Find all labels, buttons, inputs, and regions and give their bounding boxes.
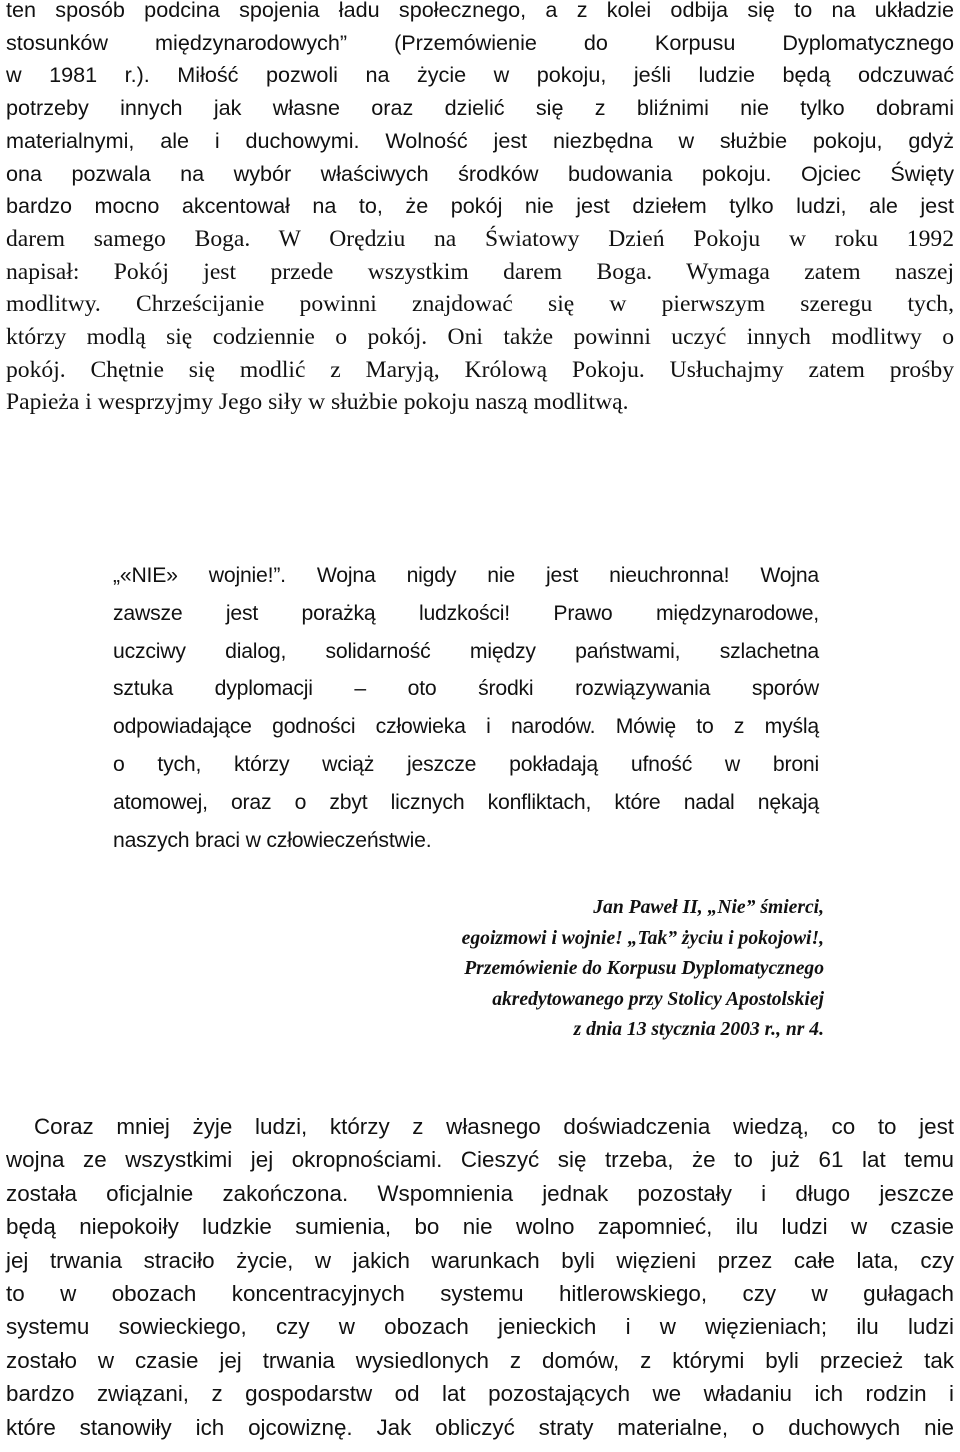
top-paragraph [6,0,954,419]
text-line: napisał: Pokój jest przede wszystkim darem Boga. Wymaga zatem naszej [6,258,954,285]
text-line: bardzo mocno akcentował na to, że pokój nie jest dziełem tylko ludzi, ale jest [6,193,954,219]
citation-line: Przemówienie do Korpusu Dyplomatycznego [464,958,824,980]
quote-line: o tych, którzy wciąż jeszcze pokładają ufność w broni [113,752,819,776]
text-line: Papieża i wesprzyjmy Jego siły w służbie pokoju naszą modlitwą. [6,389,629,416]
quote-line: zawsze jest porażką ludzkości! Prawo międzynarodowe, [113,601,819,625]
citation-line: egoizmowi i wojnie! „Tak” życiu i pokojowi!, [461,927,824,949]
text-line: stosunków międzynarodowych” (Przemówienie do Korpusu Dyplomatycznego [6,29,954,55]
text-line: zostało w czasie jej trwania wysiedlonych z domów, z którymi byli przecież tak [6,1347,954,1373]
citation-line: Jan Paweł II, „Nie” śmierci, [593,897,824,918]
text-line: darem samego Boga. W Orędziu na Światowy Dzień Pokoju w roku 1992 [6,225,954,252]
text-line: ten sposób podcina spojenia ładu społecznego, a z kolei odbija się to na układzie [6,0,954,22]
text-line: którzy modlą się codziennie o pokój. Oni także powinni uczyć innych modlitwy o [6,324,954,351]
text-line: w 1981 r.). Miłość pozwoli na życie w pokoju, jeśli ludzie będą odczuwać [6,62,954,88]
quote-line: „«NIE» wojnie!”. Wojna nigdy nie jest nieuchronna! Wojna [113,564,819,587]
quote-line: odpowiadające godności człowieka i narodów. Mówię to z myślą [113,715,819,739]
citation-line: akredytowanego przy Stolicy Apostolskiej [492,988,824,1010]
text-line: materialnymi, ale i duchowymi. Wolność jest niezbędna w służbie pokoju, gdyż [6,127,954,153]
text-line: będą niepokoiły ludzkie sumienia, bo nie wolno zapomnieć, ilu ludzi w czasie [6,1214,954,1240]
quote-line: naszych braci w człowieczeństwie. [113,828,432,852]
block-quote [113,557,819,859]
bottom-paragraph [6,1110,954,1444]
text-line: pokój. Chętnie się modlić z Maryją, Królową Pokoju. Usłuchajmy zatem prośby [6,356,954,383]
quote-line: sztuka dyplomacji – oto środki rozwiązywania sporów [113,677,819,701]
text-line: Coraz mniej żyje ludzi, którzy z własnego doświadczenia wiedzą, co to jest [34,1114,954,1139]
text-line: potrzeby innych jak własne oraz dzielić się z bliźnimi nie tylko dobrami [6,95,954,121]
text-line: modlitwy. Chrześcijanie powinni znajdować się w pierwszym szeregu tych, [6,291,954,318]
text-line: bardzo związani, z gospodarstw od lat pozostających we władaniu ich rodzin i [6,1381,954,1407]
text-line: to w obozach koncentracyjnych systemu hitlerowskiego, czy w gułagach [6,1281,954,1307]
text-line: jej trwania straciło życie, w jakich warunkach byli więzieni przez całe lata, czy [6,1247,954,1273]
quote-line: atomowej, oraz o zbyt licznych konfliktach, które nadal nękają [113,790,819,814]
quote-line: uczciwy dialog, solidarność między państwami, szlachetna [113,639,819,663]
citation-line: z dnia 13 stycznia 2003 r., nr 4. [573,1019,824,1041]
text-line: została oficjalnie zakończona. Wspomnienia jednak pozostały i długo jeszcze [6,1180,954,1206]
text-line: które stanowiły ich ojcowiznę. Jak obliczyć straty materialne, o duchowych nie [6,1414,954,1440]
text-line: systemu sowieckiego, czy w obozach jenieckich i w więzieniach; ilu ludzi [6,1314,954,1340]
text-line: wojna ze wszystkimi jej okropnościami. Cieszyć się trzeba, że to już 61 lat temu [6,1147,954,1173]
text-line: ona pozwala na wybór właściwych środków budowania pokoju. Ojciec Święty [6,160,954,186]
quote-citation [300,893,824,1046]
